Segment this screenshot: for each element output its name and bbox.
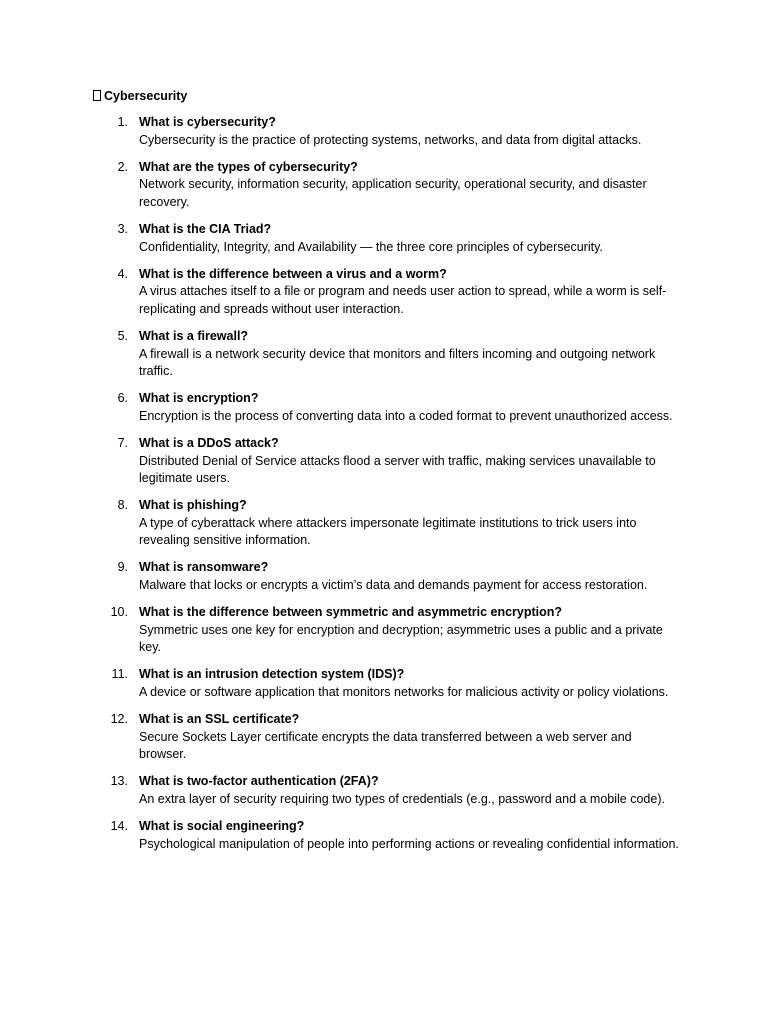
item-question: What is a DDoS attack? bbox=[139, 435, 279, 450]
item-body bbox=[139, 114, 679, 149]
item-body bbox=[139, 711, 679, 764]
item-answer: Cybersecurity is the practice of protecting systems, networks, and data from digital attacks. bbox=[139, 132, 642, 147]
item-number: 8. bbox=[117, 498, 128, 513]
item-number: 3. bbox=[117, 221, 128, 236]
item-number: 6. bbox=[117, 391, 128, 406]
qa-item bbox=[0, 604, 768, 657]
item-answer: Encryption is the process of converting data into a coded format to prevent unauthorized access. bbox=[139, 408, 673, 423]
item-number: 10. bbox=[110, 605, 128, 620]
item-number: 9. bbox=[117, 560, 128, 575]
item-question: What is the difference between a virus and a worm? bbox=[139, 266, 447, 281]
qa-item bbox=[0, 711, 768, 764]
item-number: 13. bbox=[110, 774, 128, 789]
item-body bbox=[139, 773, 679, 808]
qa-list bbox=[0, 114, 768, 863]
item-answer: Malware that locks or encrypts a victim’s data and demands payment for access restoration. bbox=[139, 578, 648, 593]
document-heading bbox=[93, 87, 187, 105]
item-question: What is cybersecurity? bbox=[139, 115, 276, 129]
qa-item bbox=[0, 266, 768, 319]
item-body bbox=[139, 497, 679, 550]
item-answer: A device or software application that monitors networks for malicious activity or policy violations. bbox=[139, 685, 669, 700]
item-number: 11. bbox=[111, 667, 128, 682]
item-body bbox=[139, 221, 679, 256]
qa-item bbox=[0, 559, 768, 594]
item-body bbox=[139, 559, 679, 594]
item-question: What is the CIA Triad? bbox=[139, 221, 272, 236]
item-answer: Psychological manipulation of people into performing actions or revealing confidential information. bbox=[139, 836, 679, 851]
item-question: What is ransomware? bbox=[139, 560, 269, 575]
item-answer: Secure Sockets Layer certificate encrypts the data transferred between a web server and browser. bbox=[139, 729, 632, 762]
item-answer: Symmetric uses one key for encryption and decryption; asymmetric uses a public and a private key. bbox=[139, 622, 663, 655]
heading-text: Cybersecurity bbox=[104, 89, 188, 103]
item-answer: Confidentiality, Integrity, and Availability — the three core principles of cybersecurity. bbox=[139, 239, 603, 254]
item-body bbox=[139, 390, 679, 425]
qa-item bbox=[0, 390, 768, 425]
item-number: 4. bbox=[117, 266, 128, 281]
item-body bbox=[139, 159, 679, 212]
item-answer: A virus attaches itself to a file or program and needs user action to spread, while a worm is self-replicating and spreads without user interaction. bbox=[139, 284, 667, 316]
item-body bbox=[139, 604, 679, 657]
item-question: What is encryption? bbox=[139, 391, 259, 406]
item-answer: A type of cyberattack where attackers impersonate legitimate institutions to trick users into revealing sensitive information. bbox=[139, 515, 637, 548]
item-question: What is an intrusion detection system (IDS)? bbox=[139, 667, 405, 682]
qa-item bbox=[0, 221, 768, 256]
item-body bbox=[139, 666, 679, 701]
item-answer: Network security, information security, application security, operational security, and disaster recovery. bbox=[139, 177, 647, 209]
qa-item bbox=[0, 773, 768, 808]
missing-glyph-icon bbox=[93, 90, 101, 101]
item-answer: An extra layer of security requiring two types of credentials (e.g., password and a mobile code). bbox=[139, 792, 665, 806]
qa-item bbox=[0, 328, 768, 381]
item-number: 14. bbox=[110, 819, 128, 834]
item-question: What is social engineering? bbox=[139, 819, 305, 834]
item-question: What is an SSL certificate? bbox=[139, 712, 300, 727]
item-question: What is a firewall? bbox=[139, 328, 249, 343]
item-body bbox=[139, 435, 679, 488]
item-question: What is two-factor authentication (2FA)? bbox=[139, 774, 379, 789]
qa-item bbox=[0, 159, 768, 212]
item-number: 5. bbox=[117, 328, 128, 343]
qa-item bbox=[0, 818, 768, 853]
qa-item bbox=[0, 666, 768, 701]
item-number: 12. bbox=[110, 712, 128, 727]
item-body bbox=[139, 818, 679, 853]
item-answer: Distributed Denial of Service attacks flood a server with traffic, making services unavailable to legitimate users. bbox=[139, 453, 656, 486]
item-number: 1. bbox=[117, 115, 128, 129]
item-answer: A firewall is a network security device that monitors and filters incoming and outgoing network traffic. bbox=[139, 346, 656, 379]
qa-item bbox=[0, 114, 768, 149]
item-question: What are the types of cybersecurity? bbox=[139, 159, 358, 174]
item-body bbox=[139, 266, 679, 319]
qa-item bbox=[0, 497, 768, 550]
item-question: What is phishing? bbox=[139, 498, 247, 513]
item-question: What is the difference between symmetric and asymmetric encryption? bbox=[139, 605, 563, 620]
item-number: 7. bbox=[117, 435, 128, 450]
item-number: 2. bbox=[117, 159, 128, 174]
item-body bbox=[139, 328, 679, 381]
qa-item bbox=[0, 435, 768, 488]
